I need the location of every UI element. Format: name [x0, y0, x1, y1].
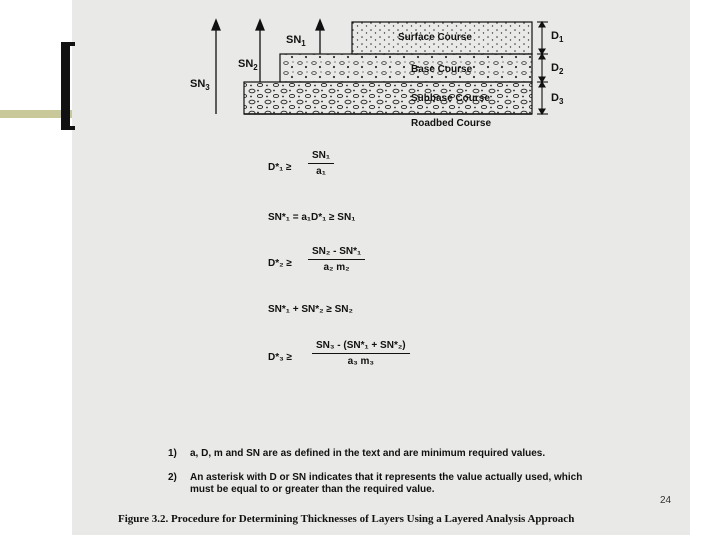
base-layer: [280, 54, 532, 82]
eq5-denominator: a₃ m₃: [312, 353, 410, 367]
subbase-course-label: Subbase Course: [411, 93, 490, 104]
page-number: 24: [660, 495, 672, 506]
d1-label: $D_1$: [551, 30, 564, 45]
d2-label: $D_2$: [551, 62, 564, 77]
note-2: 2) An asterisk with D or SN indicates that it represents the value actually used, which must be equal to or greater than the required value.: [168, 472, 583, 495]
eq5-lhs: D*₃ ≥: [268, 352, 293, 363]
eq1-numerator: SN₁: [312, 150, 331, 161]
d3-label: $D_3$: [551, 92, 564, 107]
eq5-fraction: [312, 340, 410, 367]
figure-caption: Figure 3.2. Procedure for Determining Thicknesses of Layers Using a Layered Analysis Approach: [118, 513, 575, 525]
eq4: SN*₁ + SN*₂ ≥ SN₂: [268, 304, 353, 315]
pavement-layer-diagram: [72, 0, 690, 140]
eq3-numerator: SN₂ - SN*₁: [312, 246, 362, 257]
roadbed-course-label: Roadbed Course: [411, 118, 492, 129]
sn2-arrowhead: [256, 20, 264, 30]
eq3-lhs: D*₂ ≥: [268, 258, 292, 269]
black-bracket-bar: [61, 42, 70, 130]
eq3-denominator: a₂ m₂: [308, 259, 365, 273]
note-1: 1) a, D, m and SN are as defined in the text and are minimum required values.: [168, 448, 546, 459]
base-course-label: Base Course: [411, 64, 473, 75]
eq1-lhs: D*₁ ≥: [268, 162, 292, 173]
sn3-label: $SN_3$: [190, 78, 210, 93]
eq2: SN*₁ = a₁D*₁ ≥ SN₁: [268, 212, 356, 223]
sn2-label: $SN_2$: [238, 58, 258, 73]
eq3-fraction: [308, 246, 365, 273]
sn3-arrowhead: [212, 20, 220, 30]
sn1-arrowhead: [316, 20, 324, 30]
eq5-numerator: SN₃ - (SN*₁ + SN*₂): [316, 340, 406, 351]
sn1-label: $SN_1$: [286, 34, 306, 49]
surface-course-label: Surface Course: [398, 32, 472, 43]
eq1-denominator: a₁: [308, 163, 334, 177]
eq1-fraction: [308, 150, 334, 177]
